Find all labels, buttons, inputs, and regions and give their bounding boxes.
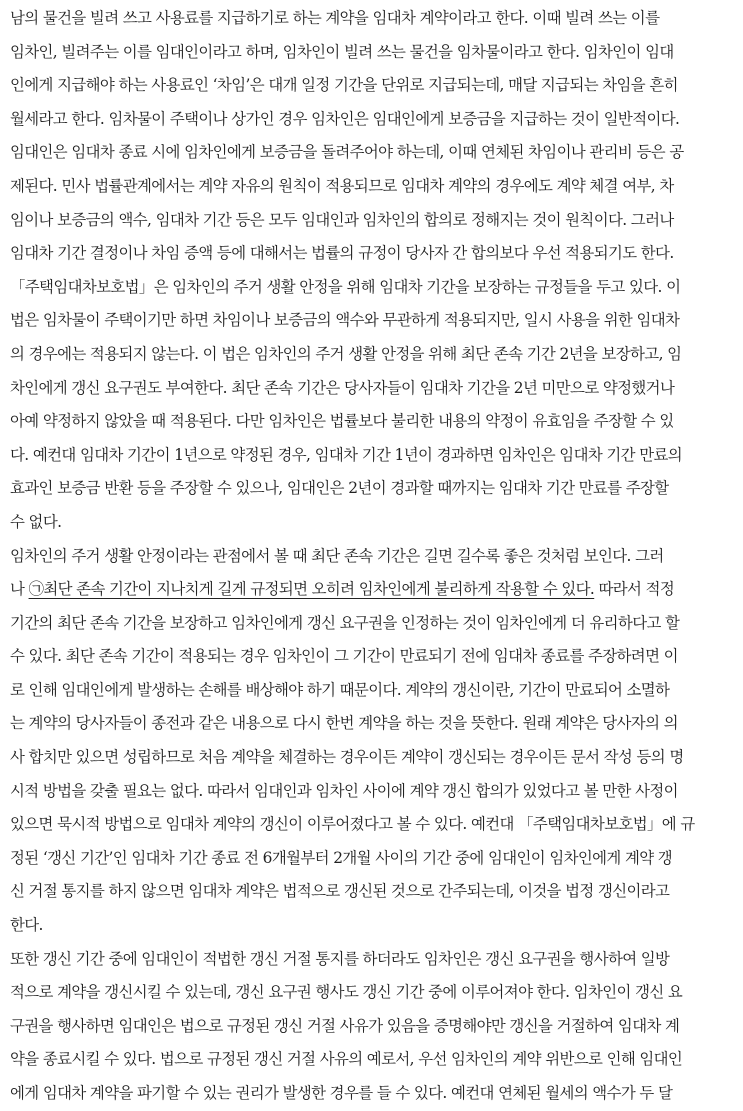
text-line: 사 합치만 있으면 성립하므로 처음 계약을 체결하는 경우이든 계약이 갱신되는 경우이든 문서 작성 등의 명 <box>10 748 684 767</box>
text-line: 임이나 보증금의 액수, 임대차 기간 등은 모두 임대인과 임차인의 합의로 정해지는 것이 원칙이다. 그러나 <box>10 210 674 229</box>
text-line: 남의 물건을 빌려 쓰고 사용료를 지급하기로 하는 계약을 임대차 계약이라고 한다. 이때 빌려 쓰는 이를 <box>10 9 660 27</box>
text-segment: 따라서 적정 <box>594 580 675 599</box>
text-line: 구권을 행사하면 임대인은 법으로 규정된 갱신 거절 사유가 있음을 증명해야만 갱신을 거절하여 임대차 계 <box>10 1016 680 1035</box>
text-line: 의 경우에는 적용되지 않는다. 이 법은 임차인의 주거 생활 안정을 위해 최단 존속 기간 2년을 보장하고, 임 <box>10 344 682 363</box>
text-line: 신 거절 통지를 하지 않으면 임대차 계약은 법적으로 갱신된 것으로 간주되는데, 이것을 법정 갱신이라고 <box>10 882 670 901</box>
text-segment: 나 <box>10 580 29 599</box>
text-line: 로 인해 임대인에게 발생하는 손해를 배상해야 하기 때문이다. 계약의 갱신이란, 기간이 만료되어 소멸하 <box>10 680 670 699</box>
text-line: 임대인은 임대차 종료 시에 임차인에게 보증금을 돌려주어야 하는데, 이때 연체된 차임이나 관리비 등은 공 <box>10 143 684 162</box>
text-line: 아예 약정하지 않았을 때 적용된다. 다만 임차인은 법률보다 불리한 내용의 약정이 유효임을 주장할 수 있 <box>10 412 674 431</box>
text-line: 법은 임차물이 주택이기만 하면 차임이나 보증금의 액수와 무관하게 적용되지만, 일시 사용을 위한 임대차 <box>10 311 680 330</box>
text-line: 차인에게 갱신 요구권도 부여한다. 최단 존속 기간은 당사자들이 임대차 기간을 2년 미만으로 약정했거나 <box>10 378 675 397</box>
text-line: 한다. <box>10 916 43 935</box>
text-line: 인에게 지급해야 하는 사용료인 ‘차임’은 대개 일정 기간을 단위로 지급되는데, 매달 지급되는 차임을 흔히 <box>10 76 678 95</box>
text-line: 에게 임대차 계약을 파기할 수 있는 권리가 발생한 경우를 들 수 있다. 예컨대 연체된 월세의 액수가 두 달 <box>10 1084 673 1102</box>
text-line: 또한 갱신 기간 중에 임대인이 적법한 갱신 거절 통지를 하더라도 임차인은 갱신 요구권을 행사하여 일방 <box>10 949 670 968</box>
underlined-statement: ㉠최단 존속 기간이 지나치게 길게 규정되면 오히려 임차인에게 불리하게 작용할 수 있다. <box>28 580 595 599</box>
paragraph-2 <box>10 271 733 540</box>
paragraph-4 <box>10 943 733 1111</box>
text-line: 월세라고 한다. 임차물이 주택이나 상가인 경우 임차인은 임대인에게 보증금을 지급하는 것이 일반적이다. <box>10 109 680 128</box>
paragraph-1 <box>10 2 733 271</box>
text-line: 수 없다. <box>10 512 62 531</box>
text-line: 임대차 기간 결정이나 차임 증액 등에 대해서는 법률의 규정이 당사자 간 합의보다 우선 적용되기도 한다. <box>10 244 674 263</box>
text-line: 적으로 계약을 갱신시킬 수 있는데, 갱신 요구권 행사도 갱신 기간 중에 이루어져야 한다. 임차인이 갱신 요 <box>10 983 683 1002</box>
paragraph-3 <box>10 540 733 943</box>
text-line: 약을 종료시킬 수 있다. 법으로 규정된 갱신 거절 사유의 예로서, 우선 임차인의 계약 위반으로 인해 임대인 <box>10 1050 683 1069</box>
text-line: 는 계약의 당사자들이 종전과 같은 내용으로 다시 한번 계약을 하는 것을 뜻한다. 원래 계약은 당사자의 의 <box>10 714 678 733</box>
text-line: 임차인, 빌려주는 이를 임대인이라고 하며, 임차인이 빌려 쓰는 물건을 임차물이라고 한다. 임차인이 임대 <box>10 42 674 61</box>
text-line: 다. 예컨대 임대차 기간이 1년으로 약정된 경우, 임대차 기간 1년이 경과하면 임차인은 임대차 기간 만료의 <box>10 445 683 464</box>
text-line: 시적 방법을 갖출 필요는 없다. 따라서 임대인과 임차인 사이에 계약 갱신 합의가 있었다고 볼 만한 사정이 <box>10 781 678 800</box>
text-line: 기간의 최단 존속 기간을 보장하고 임차인에게 갱신 요구권을 인정하는 것이 임차인에게 더 유리하다고 할 <box>10 613 680 632</box>
text-line: 정된 ‘갱신 기간’인 임대차 기간 종료 전 6개월부터 2개월 사이의 기간 중에 임대인이 임차인에게 계약 갱 <box>10 848 673 867</box>
text-line-with-underline <box>10 573 733 607</box>
text-line: 효과인 보증금 반환 등을 주장할 수 있으나, 임대인은 2년이 경과할 때까지는 임대차 기간 만료를 주장할 <box>10 479 669 498</box>
text-line: 임차인의 주거 생활 안정이라는 관점에서 볼 때 최단 존속 기간은 길면 길수록 좋은 것처럼 보인다. 그러 <box>10 546 664 565</box>
text-line: 「주택임대차보호법」은 임차인의 주거 생활 안정을 위해 임대차 기간을 보장하는 규정들을 두고 있다. 이 <box>10 277 681 296</box>
text-line: 수 있다. 최단 존속 기간이 적용되는 경우 임차인이 그 기간이 만료되기 전에 임대차 종료를 주장하려면 이 <box>10 647 678 666</box>
text-line: 있으면 묵시적 방법으로 임대차 계약의 갱신이 이루어졌다고 볼 수 있다. 예컨대 「주택임대차보호법」에 규 <box>10 815 695 834</box>
text-line: 제된다. 민사 법률관계에서는 계약 자유의 원칙이 적용되므로 임대차 계약의 경우에도 계약 체결 여부, 차 <box>10 176 674 195</box>
